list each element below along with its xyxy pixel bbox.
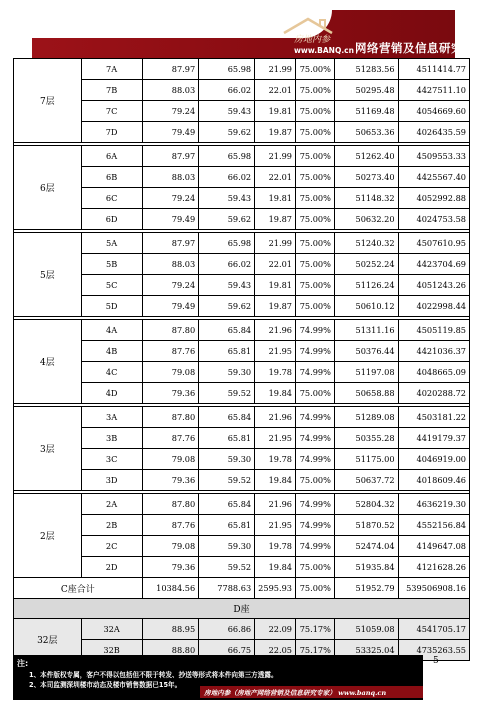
table-cell: 65.81 [199, 428, 255, 449]
table-cell: 79.24 [142, 275, 199, 296]
table-cell: 4507610.95 [398, 233, 469, 254]
table-cell: 87.76 [142, 515, 199, 536]
table-cell: 75.00% [296, 233, 335, 254]
table-cell: 79.49 [142, 209, 199, 230]
logo-name: 房地内参 [294, 35, 331, 45]
table-cell: 79.08 [142, 362, 199, 383]
table-row [14, 320, 470, 341]
table-cell: 59.30 [199, 449, 255, 470]
table-cell: 66.02 [199, 254, 255, 275]
table-cell: 75.00% [296, 59, 335, 80]
table-cell: 21.96 [255, 320, 296, 341]
table-cell: 21.96 [255, 407, 296, 428]
table-cell: 4511414.77 [398, 59, 469, 80]
unit-code: 2B [81, 515, 142, 536]
logo-url: www.BANQ.cn [294, 46, 354, 55]
table-row [14, 167, 470, 188]
table-cell: 88.03 [142, 167, 199, 188]
table-cell: 50273.40 [334, 167, 398, 188]
table-cell: 22.05 [255, 640, 296, 661]
table-cell: 50376.44 [334, 341, 398, 362]
total-cell: 10384.56 [142, 578, 199, 599]
note-line-2: 2、本司监测深圳楼市动态及楼市销售数据已15年。 [29, 681, 182, 689]
table-cell: 59.52 [199, 557, 255, 578]
total-label: C座合计 [14, 578, 143, 599]
table-row [14, 188, 470, 209]
table-cell: 21.95 [255, 515, 296, 536]
zone-header-row [14, 599, 470, 619]
total-cell: 51952.79 [334, 578, 398, 599]
unit-code: 3A [81, 407, 142, 428]
table-cell: 75.00% [296, 275, 335, 296]
table-cell: 65.84 [199, 494, 255, 515]
table-cell: 59.52 [199, 383, 255, 404]
table-cell: 79.08 [142, 536, 199, 557]
table-cell: 19.84 [255, 383, 296, 404]
table-cell: 50658.88 [334, 383, 398, 404]
unit-code: 32A [81, 619, 142, 640]
zone-d-label: D座 [14, 599, 470, 619]
table-cell: 21.99 [255, 233, 296, 254]
total-cell: 539506908.16 [398, 578, 469, 599]
table-cell: 4541705.17 [398, 619, 469, 640]
table-cell: 65.98 [199, 59, 255, 80]
table-cell: 74.99% [296, 536, 335, 557]
table-cell: 51175.00 [334, 449, 398, 470]
table-cell: 65.84 [199, 320, 255, 341]
table-cell: 51870.52 [334, 515, 398, 536]
table-cell: 87.80 [142, 494, 199, 515]
unit-code: 2A [81, 494, 142, 515]
table-cell: 19.87 [255, 296, 296, 317]
notes-label: 注: [17, 659, 29, 668]
table-cell: 4425567.40 [398, 167, 469, 188]
table-cell: 21.99 [255, 59, 296, 80]
table-cell: 22.01 [255, 254, 296, 275]
table-cell: 74.99% [296, 428, 335, 449]
table-cell: 74.99% [296, 362, 335, 383]
table-cell: 65.98 [199, 233, 255, 254]
footer-text: 房地内参（房地产网络营销及信息研究专家） www.banq.cn [204, 689, 387, 697]
table-cell: 4018609.46 [398, 470, 469, 491]
table-cell: 4046919.00 [398, 449, 469, 470]
table-cell: 22.09 [255, 619, 296, 640]
total-cell: 2595.93 [255, 578, 296, 599]
unit-code: 5B [81, 254, 142, 275]
table-cell: 51283.56 [334, 59, 398, 80]
table-row [14, 59, 470, 80]
table-row [14, 101, 470, 122]
banner-title: 网络营销及信息研究专家 [355, 41, 487, 55]
footer-bar [200, 686, 423, 698]
unit-code: 7C [81, 101, 142, 122]
floor-label: 3层 [14, 407, 82, 491]
table-cell: 79.08 [142, 449, 199, 470]
table-cell: 50610.12 [334, 296, 398, 317]
table-row [14, 407, 470, 428]
table-cell: 74.99% [296, 407, 335, 428]
total-cell: 7788.63 [199, 578, 255, 599]
table-cell: 4024753.58 [398, 209, 469, 230]
table-cell: 75.00% [296, 188, 335, 209]
table-row [14, 122, 470, 143]
table-cell: 4048665.09 [398, 362, 469, 383]
table-cell: 88.80 [142, 640, 199, 661]
table-cell: 66.75 [199, 640, 255, 661]
table-cell: 19.81 [255, 188, 296, 209]
table-cell: 59.62 [199, 296, 255, 317]
table-cell: 51240.32 [334, 233, 398, 254]
table-cell: 65.81 [199, 341, 255, 362]
total-cell: 75.00% [296, 578, 335, 599]
table-cell: 4052992.88 [398, 188, 469, 209]
table-cell: 4020288.72 [398, 383, 469, 404]
table-cell: 19.84 [255, 470, 296, 491]
table-cell: 4636219.30 [398, 494, 469, 515]
table-cell: 79.36 [142, 557, 199, 578]
table-cell: 88.03 [142, 254, 199, 275]
table-cell: 79.36 [142, 383, 199, 404]
table-row [14, 341, 470, 362]
table-cell: 59.43 [199, 101, 255, 122]
table-cell: 79.36 [142, 470, 199, 491]
table-row [14, 619, 470, 640]
table-cell: 50653.36 [334, 122, 398, 143]
table-cell: 51126.24 [334, 275, 398, 296]
table-cell: 75.00% [296, 122, 335, 143]
table-cell: 50637.72 [334, 470, 398, 491]
page-number: 5 [433, 656, 439, 666]
table-cell: 19.87 [255, 122, 296, 143]
table-cell: 51059.08 [334, 619, 398, 640]
table-cell: 79.49 [142, 122, 199, 143]
table-cell: 19.84 [255, 557, 296, 578]
table-cell: 65.81 [199, 515, 255, 536]
floor-label: 7层 [14, 59, 82, 143]
table-cell: 19.81 [255, 101, 296, 122]
table-cell: 19.87 [255, 209, 296, 230]
table-cell: 79.24 [142, 101, 199, 122]
table-cell: 75.00% [296, 146, 335, 167]
table-row [14, 428, 470, 449]
table-cell: 4505119.85 [398, 320, 469, 341]
table-cell: 51935.84 [334, 557, 398, 578]
table-cell: 75.00% [296, 470, 335, 491]
table-cell: 59.30 [199, 536, 255, 557]
table-cell: 59.62 [199, 209, 255, 230]
table-cell: 53325.04 [334, 640, 398, 661]
table-cell: 4149647.08 [398, 536, 469, 557]
table-cell: 4421036.37 [398, 341, 469, 362]
table-cell: 4735263.55 [398, 640, 469, 661]
table-cell: 59.43 [199, 188, 255, 209]
table-cell: 19.81 [255, 275, 296, 296]
table-row [14, 449, 470, 470]
table-row [14, 209, 470, 230]
table-cell: 75.00% [296, 209, 335, 230]
unit-code: 7B [81, 80, 142, 101]
table-cell: 75.00% [296, 557, 335, 578]
table-cell: 88.03 [142, 80, 199, 101]
table-cell: 87.76 [142, 428, 199, 449]
unit-code: 6C [81, 188, 142, 209]
table-cell: 87.80 [142, 407, 199, 428]
table-cell: 4509553.33 [398, 146, 469, 167]
table-cell: 22.01 [255, 80, 296, 101]
table-cell: 51197.08 [334, 362, 398, 383]
unit-code: 3D [81, 470, 142, 491]
table-cell: 87.97 [142, 59, 199, 80]
table-cell: 75.00% [296, 167, 335, 188]
table-cell: 66.02 [199, 167, 255, 188]
unit-code: 5C [81, 275, 142, 296]
table-cell: 66.86 [199, 619, 255, 640]
table-cell: 75.00% [296, 80, 335, 101]
table-cell: 52804.32 [334, 494, 398, 515]
table-cell: 74.99% [296, 341, 335, 362]
table-cell: 75.00% [296, 383, 335, 404]
table-cell: 88.95 [142, 619, 199, 640]
unit-code: 4A [81, 320, 142, 341]
table-cell: 79.49 [142, 296, 199, 317]
table-cell: 74.99% [296, 320, 335, 341]
unit-code: 3B [81, 428, 142, 449]
table-cell: 19.78 [255, 362, 296, 383]
unit-code: 6B [81, 167, 142, 188]
table-cell: 4419179.37 [398, 428, 469, 449]
note-line-1: 1、本件版权专属，客户不得以包括但不限于转发、抄送等形式将本件向第三方透露。 [29, 671, 278, 679]
floor-label: 32层 [14, 619, 82, 661]
table-cell: 87.76 [142, 341, 199, 362]
unit-code: 2C [81, 536, 142, 557]
table-row [14, 557, 470, 578]
floor-label: 5层 [14, 233, 82, 317]
table-cell: 65.84 [199, 407, 255, 428]
table-cell: 66.02 [199, 80, 255, 101]
table-row [14, 362, 470, 383]
table-cell: 59.62 [199, 122, 255, 143]
table-cell: 51148.32 [334, 188, 398, 209]
table-cell: 4423704.69 [398, 254, 469, 275]
table-row [14, 494, 470, 515]
table-cell: 19.78 [255, 536, 296, 557]
table-cell: 75.00% [296, 101, 335, 122]
table-cell: 52474.04 [334, 536, 398, 557]
unit-code: 3C [81, 449, 142, 470]
unit-code: 5D [81, 296, 142, 317]
table-row [14, 536, 470, 557]
header-banner [32, 10, 487, 58]
table-cell: 74.99% [296, 515, 335, 536]
unit-code: 4C [81, 362, 142, 383]
table-cell: 51262.40 [334, 146, 398, 167]
table-cell: 75.17% [296, 619, 335, 640]
table-cell: 50252.24 [334, 254, 398, 275]
table-cell: 21.96 [255, 494, 296, 515]
table-cell: 74.99% [296, 494, 335, 515]
table-cell: 4121628.26 [398, 557, 469, 578]
floor-label: 6层 [14, 146, 82, 230]
unit-price-table [13, 58, 470, 661]
table-row [14, 383, 470, 404]
table-cell: 21.95 [255, 341, 296, 362]
floor-label: 4层 [14, 320, 82, 404]
table-cell: 4054669.60 [398, 101, 469, 122]
table-cell: 4427511.10 [398, 80, 469, 101]
table-cell: 51169.48 [334, 101, 398, 122]
table-row [14, 146, 470, 167]
table-cell: 74.99% [296, 449, 335, 470]
unit-code: 2D [81, 557, 142, 578]
table-row [14, 80, 470, 101]
table-cell: 75.00% [296, 296, 335, 317]
unit-code: 6A [81, 146, 142, 167]
table-cell: 51289.08 [334, 407, 398, 428]
unit-code: 6D [81, 209, 142, 230]
table-cell: 75.17% [296, 640, 335, 661]
table-row [14, 254, 470, 275]
unit-code: 32B [81, 640, 142, 661]
table-row [14, 515, 470, 536]
table-cell: 4051243.26 [398, 275, 469, 296]
unit-code: 7D [81, 122, 142, 143]
table-cell: 4552156.84 [398, 515, 469, 536]
table-row [14, 233, 470, 254]
table-cell: 79.24 [142, 188, 199, 209]
table-cell: 19.78 [255, 449, 296, 470]
table-cell: 21.95 [255, 428, 296, 449]
table-cell: 59.52 [199, 470, 255, 491]
table-row [14, 275, 470, 296]
table-cell: 59.43 [199, 275, 255, 296]
table-cell: 87.97 [142, 146, 199, 167]
floor-label: 2层 [14, 494, 82, 578]
table-cell: 50632.20 [334, 209, 398, 230]
unit-code: 4B [81, 341, 142, 362]
table-cell: 51311.16 [334, 320, 398, 341]
table-cell: 75.00% [296, 254, 335, 275]
total-row [14, 578, 470, 599]
table-cell: 50295.48 [334, 80, 398, 101]
table-cell: 87.80 [142, 320, 199, 341]
table-row [14, 470, 470, 491]
table-cell: 21.99 [255, 146, 296, 167]
table-cell: 4503181.22 [398, 407, 469, 428]
table-cell: 65.98 [199, 146, 255, 167]
table-row [14, 296, 470, 317]
unit-code: 7A [81, 59, 142, 80]
table-cell: 4022998.44 [398, 296, 469, 317]
table-cell: 4026435.59 [398, 122, 469, 143]
table-cell: 59.30 [199, 362, 255, 383]
unit-code: 5A [81, 233, 142, 254]
table-cell: 50355.28 [334, 428, 398, 449]
table-cell: 22.01 [255, 167, 296, 188]
table-cell: 87.97 [142, 233, 199, 254]
unit-code: 4D [81, 383, 142, 404]
